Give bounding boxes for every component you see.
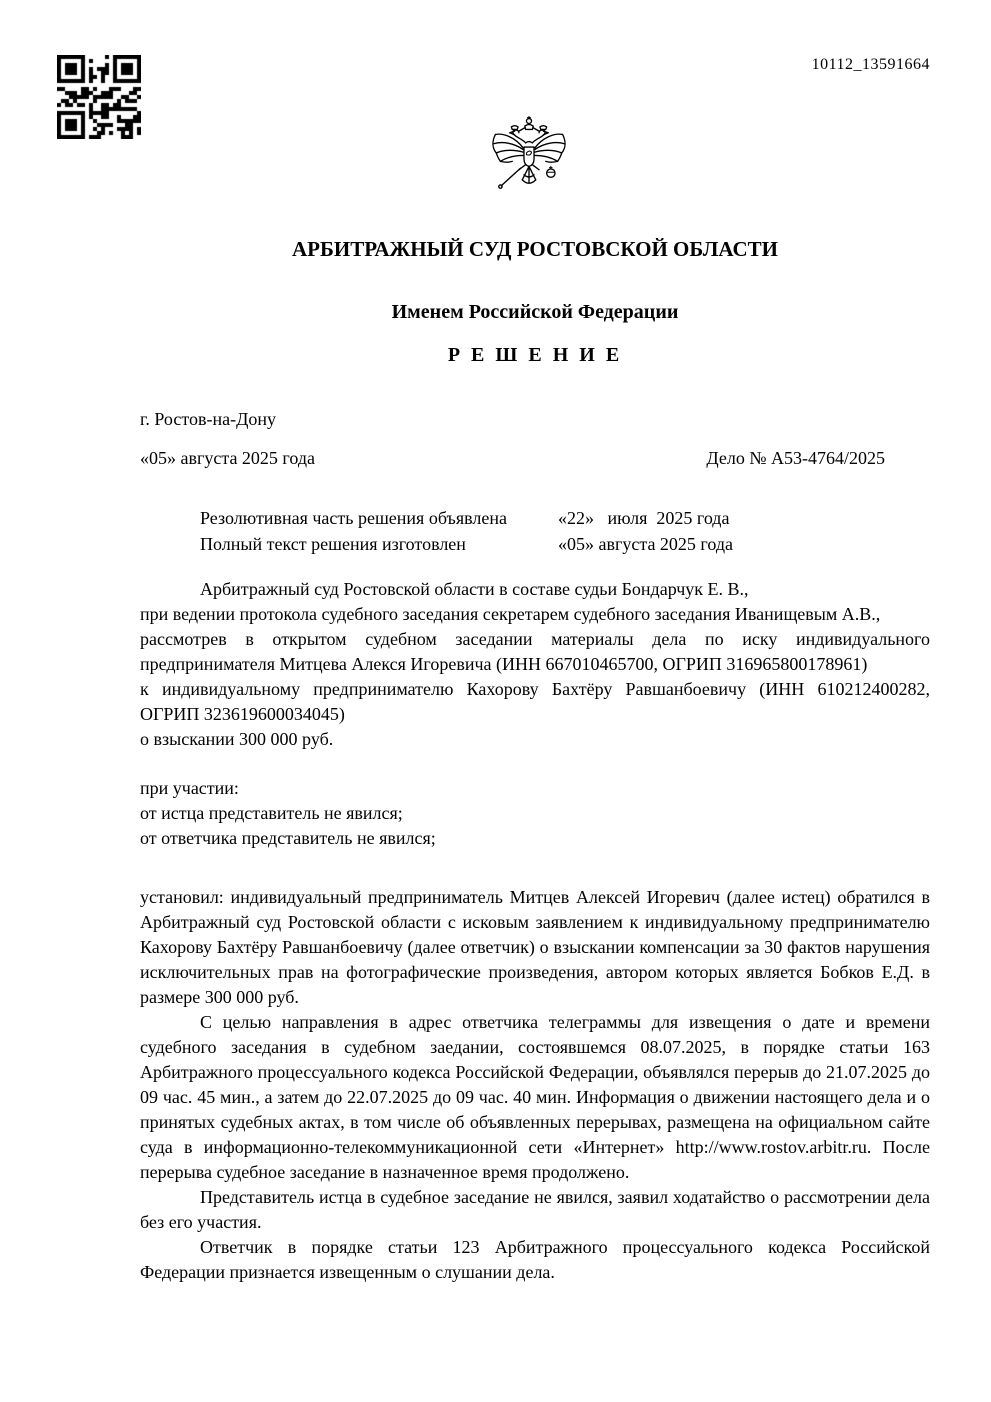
- paragraph: Представитель истца в судебное заседание не явился, заявил ходатайство о рассмотрении дела без его участия.: [140, 1187, 930, 1232]
- qr-code-icon: [57, 55, 141, 139]
- decision-date: «05» августа 2025 года: [140, 448, 315, 468]
- paragraph: Арбитражный суд Ростовской области в составе судьи Бондарчук Е. В.,: [200, 579, 749, 599]
- resolution-value: «05» августа 2025 года: [558, 534, 733, 554]
- paragraph: рассмотрев в открытом судебном заседании материалы дела по иску индивидуального предпринимателя Митцева Алекся Игоревича (ИНН 667010465700, ОГРИП 316965800178961): [140, 629, 930, 674]
- decision-text: [140, 577, 930, 1285]
- document-body: [0, 238, 991, 1285]
- document-id: 10112_13591664: [811, 56, 930, 73]
- resolution-row: [140, 531, 930, 557]
- paragraph: о взыскании 300 000 руб.: [140, 729, 334, 749]
- resolution-label: Резолютивная часть решения объявлена: [200, 508, 507, 528]
- page-header: [0, 0, 991, 200]
- russia-coat-of-arms-icon: [487, 116, 571, 200]
- resolution-row: [140, 505, 930, 531]
- resolution-value: «22» июля 2025 года: [558, 508, 730, 528]
- resolution-label: Полный текст решения изготовлен: [200, 534, 466, 554]
- paragraph: от истца представитель не явился;: [140, 803, 403, 823]
- date-case-row: [140, 448, 930, 469]
- decision-type-heading: Р Е Ш Е Н И Е: [447, 344, 623, 366]
- paragraph: установил: индивидуальный предприниматель Митцев Алексей Игоревич (далее истец) обратился в Арбитражный суд Ростовской области с исковым заявлением к индивидуальному предпринимателю Кахорову Бахтёру Равшанбоевичу (далее ответчик) о взыскании компенсации за 30 фактов нарушения исключительных прав на фотографические произведения, автором которых является Бобков Е.Д. в размере 300 000 руб.: [140, 887, 930, 1007]
- in-the-name-heading: Именем Российской Федерации: [391, 301, 679, 323]
- paragraph: Ответчик в порядке статьи 123 Арбитражного процессуального кодекса Российской Федерации признается извещенным о слушании дела.: [140, 1237, 930, 1282]
- city-line: г. Ростов-на-Дону: [140, 409, 277, 429]
- case-number: Дело № А53-4764/2025: [706, 448, 885, 468]
- court-name-heading: АРБИТРАЖНЫЙ СУД РОСТОВСКОЙ ОБЛАСТИ: [292, 237, 778, 261]
- paragraph: к индивидуальному предпринимателю Кахорову Бахтёру Равшанбоевичу (ИНН 610212400282, ОГРИП 323619600034045): [140, 679, 930, 724]
- paragraph: при ведении протокола судебного заседания секретарем судебного заседания Иванищевым А.В.,: [140, 604, 881, 624]
- paragraph: при участии:: [140, 778, 239, 798]
- paragraph: от ответчика представитель не явился;: [140, 828, 436, 848]
- paragraph: С целью направления в адрес ответчика телеграммы для извещения о дате и времени судебного заседания в судебном заедании, состоявшемся 08.07.2025, в порядке статьи 163 Арбитражного процессуального кодекса Российской Федерации, объявлялся перерыв до 21.07.2025 до 09 час. 45 мин., а затем до 22.07.2025 до 09 час. 40 мин. Информация о движении настоящего дела и о принятых судебных актах, в том числе об объявленных перерывах, размещена на официальном сайте суда в информационно-телекоммуникационной сети «Интернет» http://www.rostov.arbitr.ru. После перерыва судебное заседание в назначенное время продолжено.: [140, 1012, 930, 1182]
- resolution-dates-block: [140, 505, 930, 557]
